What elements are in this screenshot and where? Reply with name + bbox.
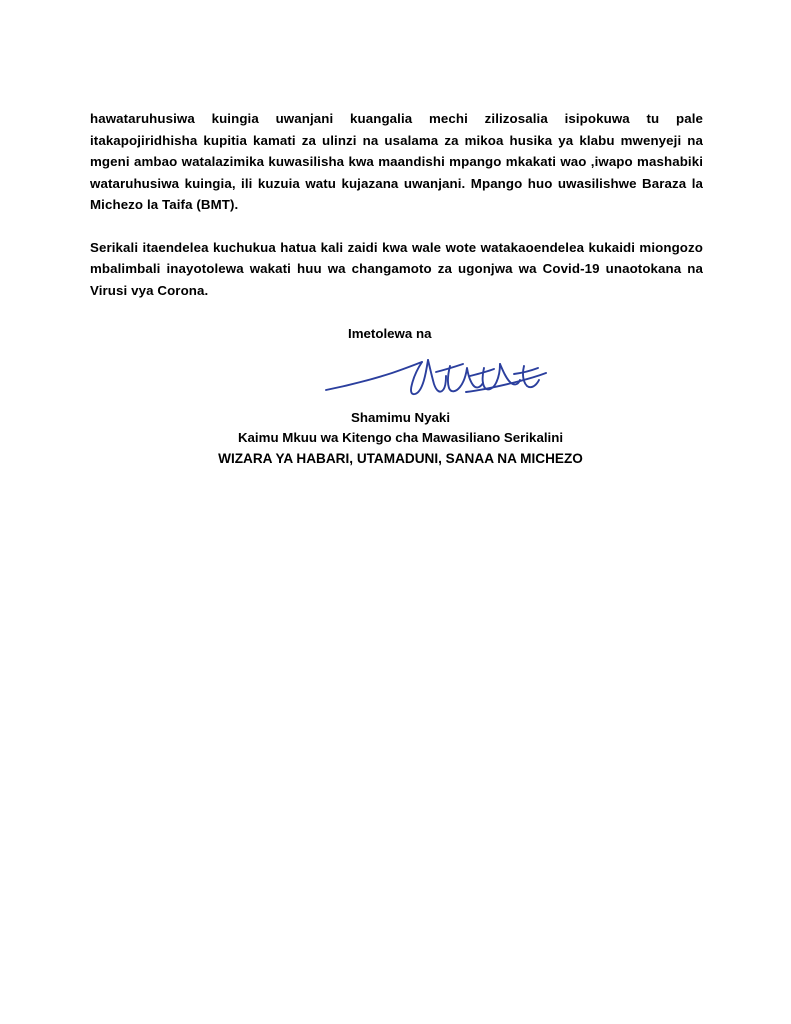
signer-name: Shamimu Nyaki	[350, 410, 451, 425]
paragraph-2: Serikali itaendelea kuchukua hatua kali zaidi kwa wale wote watakaoendelea kukaidi miongozo mbalimbali inayotolewa wakati huu wa changamoto za ugonjwa wa Covid-19 unaotokana na Virusi vya Corona.	[90, 239, 703, 298]
paragraph-1: hawataruhusiwa kuingia uwanjani kuangalia mechi zilizosalia isipokuwa tu pale itakapojiridhisha kupitia kamati za ulinzi na usalama za mikoa husika ya klabu mwenyeji na mgeni ambao watalazimika kuwasilisha kwa maandishi mpango mkakati wao ,iwapo mashabiki wataruhusiwa kuingia, ili kuzuia watu kujazana uwanjani. Mpango huo uwasilishwe Baraza la Michezo la Taifa (BMT).	[90, 111, 703, 212]
signer-ministry: WIZARA YA HABARI, UTAMADUNI, SANAA NA MICHEZO	[218, 451, 583, 466]
document-body	[90, 108, 703, 469]
handwritten-signature-icon	[318, 346, 568, 404]
signer-block	[90, 408, 703, 469]
signer-title: Kaimu Mkuu wa Kitengo cha Mawasiliano Serikalini	[237, 430, 564, 445]
signature-area	[90, 346, 703, 406]
signoff-label: Imetolewa na	[348, 326, 432, 341]
